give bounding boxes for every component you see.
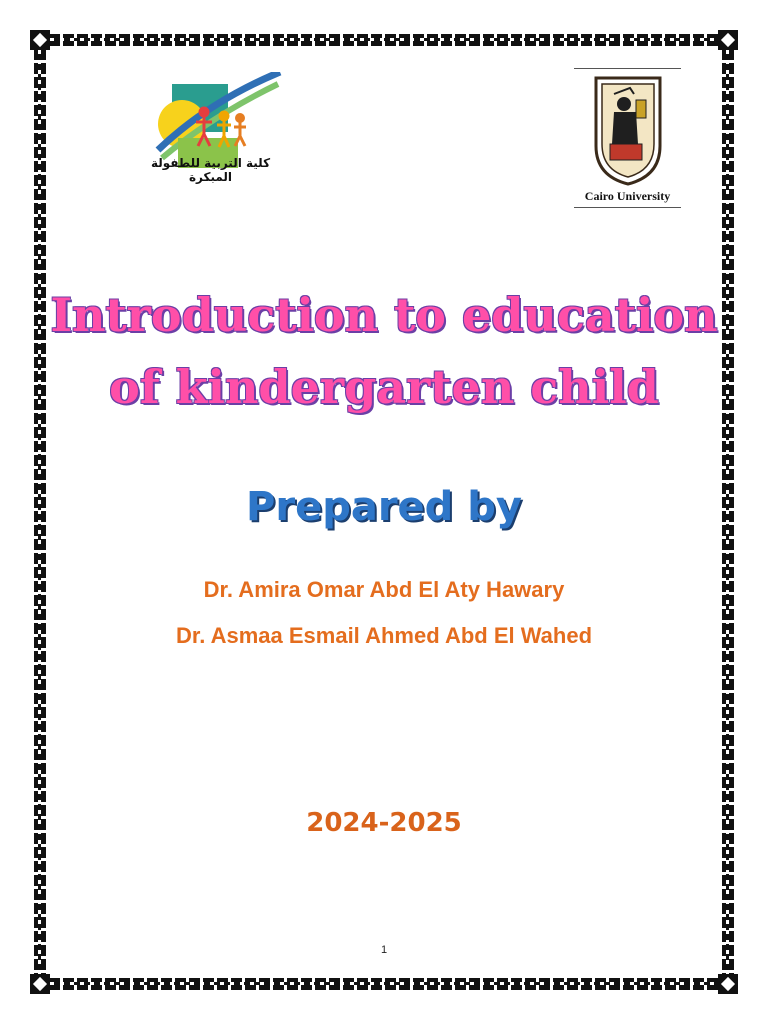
page-number: 1 [380,944,388,956]
cairo-university-label: Cairo University [584,189,671,203]
border-top [40,34,728,46]
border-corner-top-left [30,30,50,50]
logo-top-rule [574,68,681,69]
border-bottom [40,978,728,990]
border-corner-bottom-left [30,974,50,994]
border-corner-bottom-right [718,974,738,994]
cairo-university-crest [570,72,685,192]
document-title-line-1: Introduction to education [50,288,718,342]
author-2: Dr. Asmaa Esmail Ahmed Abd El Wahed [175,623,593,648]
faculty-logo [138,72,283,184]
cairo-university-logo [570,68,685,208]
author-1: Dr. Amira Omar Abd El Aty Hawary [203,577,565,602]
document-title-line-2: of kindergarten child [109,360,659,414]
faculty-logo-text: كلية التربية للطفولة المبكرة [150,156,271,184]
border-corner-top-right [718,30,738,50]
prepared-by-heading: Prepared by [246,484,522,530]
academic-year: 2024-2025 [306,808,462,838]
logo-bottom-rule [574,207,681,208]
